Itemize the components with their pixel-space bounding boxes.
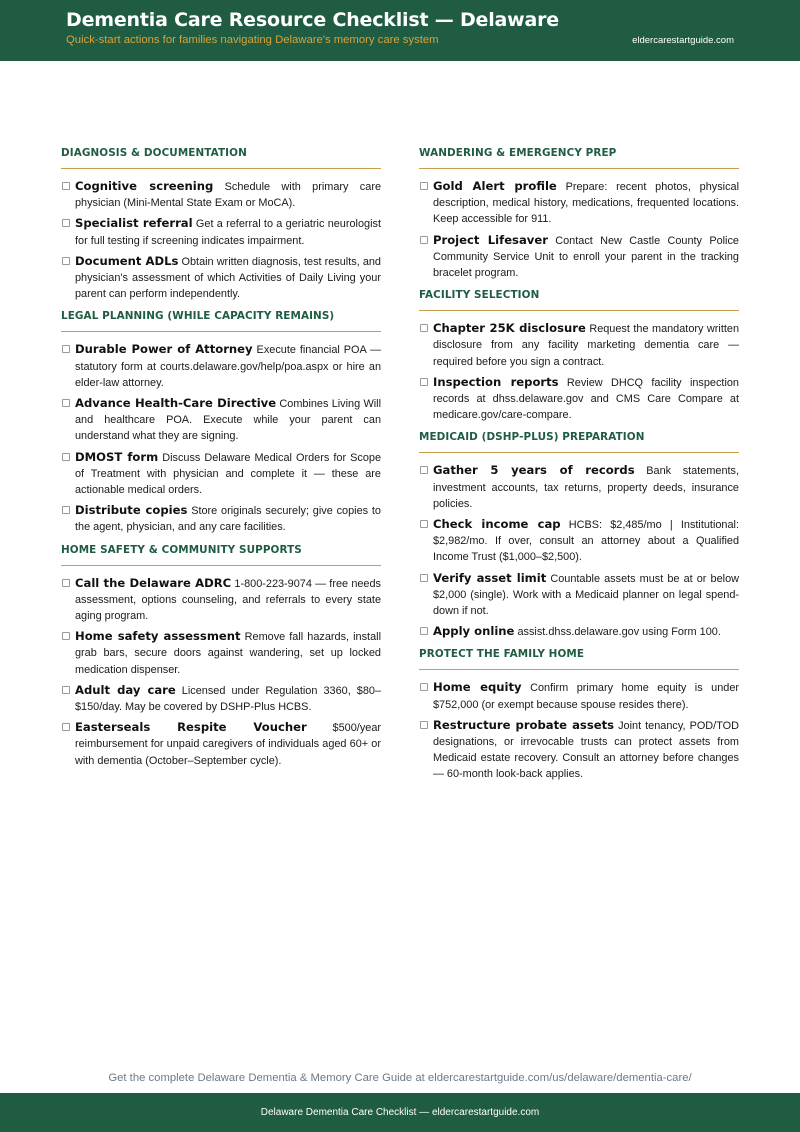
checklist-item-label: Verify asset limit bbox=[433, 570, 547, 585]
checklist-item-verify-asset-limit bbox=[419, 570, 739, 620]
checklist-item-apply-online bbox=[419, 623, 739, 640]
checklist-item-description: Prepare: recent photos, physical description, medical history, medications, frequented locations. Keep accessible for 911. bbox=[433, 181, 740, 226]
checklist-item-dmost-form bbox=[61, 449, 381, 499]
checkbox-icon[interactable] bbox=[420, 466, 428, 474]
checkbox-icon[interactable] bbox=[420, 520, 428, 528]
section-wandering-emergency-prep bbox=[419, 147, 739, 281]
checklist-item-durable-power-of-attorney bbox=[61, 341, 381, 391]
checklist-item-chapter-25k-disclosure bbox=[419, 320, 739, 370]
checkbox-icon[interactable] bbox=[420, 683, 428, 691]
checkbox-icon[interactable] bbox=[62, 686, 70, 694]
checkbox-icon[interactable] bbox=[62, 399, 70, 407]
checkbox-icon[interactable] bbox=[420, 236, 428, 244]
checklist-item-label: Restructure probate assets bbox=[433, 717, 615, 732]
checklist-item-call-the-delaware-adrc bbox=[61, 575, 381, 625]
section-diagnosis-documentation bbox=[61, 147, 381, 302]
checklist-item-easterseals-respite-voucher bbox=[61, 719, 381, 769]
section-title: PROTECT THE FAMILY HOME bbox=[419, 648, 739, 670]
checklist-item-description: Review DHCQ facility inspection records at dhss.delaware.gov and CMS Care Compare at medicare.gov/care-compare. bbox=[433, 376, 739, 422]
footer-note[interactable]: Get the complete Delaware Dementia & Memory Care Guide at eldercarestartguide.com/us/delaware/dementia-care/ bbox=[108, 1072, 692, 1084]
checklist-item-description: Store originals securely; give copies to the agent, physician, and any care facilities. bbox=[75, 505, 381, 534]
checklist-item-label: Specialist referral bbox=[75, 216, 193, 231]
checklist-item-distribute-copies bbox=[61, 502, 381, 535]
checklist-item-description: Execute financial POA — statutory form at courts.delaware.gov/help/poa.aspx or hire an elder-law attorney. bbox=[75, 344, 381, 389]
checklist-item-label: Check income cap bbox=[433, 517, 561, 532]
checklist-item-home-equity bbox=[419, 679, 739, 712]
left-column bbox=[61, 147, 381, 777]
checklist-item-description: Get a referral to a geriatric neurologist for full testing if screening indicates impairment. bbox=[75, 218, 381, 247]
checklist-item-project-lifesaver bbox=[419, 232, 739, 282]
checklist-item-restructure-probate-assets bbox=[419, 717, 739, 783]
checklist-item-cognitive-screening bbox=[61, 178, 381, 211]
checklist-item-label: Chapter 25K disclosure bbox=[433, 321, 586, 336]
footer-bar bbox=[0, 1093, 800, 1132]
checkbox-icon[interactable] bbox=[62, 345, 70, 353]
checklist-item-label: Distribute copies bbox=[75, 503, 188, 518]
page-title: Dementia Care Resource Checklist — Delaware bbox=[66, 9, 559, 31]
checklist-item-label: Document ADLs bbox=[75, 253, 179, 268]
checklist-item-description: Confirm primary home equity is under $752,000 (or exempt because spouse resides there). bbox=[433, 682, 739, 711]
checklist-item-description: Discuss Delaware Medical Orders for Scope of Treatment with physician and complete it — these are actionable medical orders. bbox=[75, 451, 381, 497]
header-site-link[interactable]: eldercarestartguide.com bbox=[632, 35, 734, 46]
checkbox-icon[interactable] bbox=[420, 574, 428, 582]
checklist-item-label: Adult day care bbox=[75, 682, 176, 697]
section-facility-selection bbox=[419, 289, 739, 423]
section-title: WANDERING & EMERGENCY PREP bbox=[419, 147, 739, 169]
checklist-item-label: DMOST form bbox=[75, 449, 159, 464]
section-title: MEDICAID (DSHP-PLUS) PREPARATION bbox=[419, 431, 739, 453]
section-title: FACILITY SELECTION bbox=[419, 289, 739, 311]
checklist-item-label: Gold Alert profile bbox=[433, 179, 557, 193]
checklist-item-label: Apply online bbox=[433, 624, 515, 639]
checkbox-icon[interactable] bbox=[420, 627, 428, 635]
checklist-item-description: Remove fall hazards, install grab bars, secure doors against wandering, set up locked medication dispenser. bbox=[75, 631, 381, 676]
checklist-item-description: assist.dhss.delaware.gov using Form 100. bbox=[514, 626, 721, 639]
section-title: HOME SAFETY & COMMUNITY SUPPORTS bbox=[61, 544, 381, 566]
checkbox-icon[interactable] bbox=[62, 506, 70, 514]
checklist-item-label: Call the Delaware ADRC bbox=[75, 575, 232, 590]
checklist-item-gather-5-years-of-records bbox=[419, 462, 739, 512]
checklist-item-description: Joint tenancy, POD/TOD designations, or irrevocable trusts can protect assets from Medicaid estate recovery. Consult an attorney before changes — 60-month look-back applies. bbox=[433, 719, 739, 781]
checklist-item-description: $500/year reimbursement for unpaid caregivers of individuals aged 60+ or with dementia (October–September cycle). bbox=[75, 722, 382, 767]
checklist-item-label: Cognitive screening bbox=[75, 179, 214, 193]
section-home-safety-community-supports bbox=[61, 544, 381, 769]
section-medicaid-dshp-plus-preparation bbox=[419, 431, 739, 640]
checklist-item-label: Inspection reports bbox=[433, 374, 559, 389]
checklist-item-gold-alert-profile bbox=[419, 178, 739, 228]
checklist-item-label: Gather 5 years of records bbox=[433, 463, 635, 478]
checklist-item-description: Schedule with primary care physician (Mini-Mental State Exam or MoCA). bbox=[75, 181, 381, 210]
checklist-item-label: Project Lifesaver bbox=[433, 232, 548, 247]
header-banner bbox=[0, 0, 800, 61]
checklist-item-label: Durable Power of Attorney bbox=[75, 342, 253, 357]
checklist-item-description: Countable assets must be at or below $2,000 (single). Work with a Medicaid planner on legal spend-down if not. bbox=[433, 572, 739, 618]
section-title: DIAGNOSIS & DOCUMENTATION bbox=[61, 147, 381, 169]
checklist-item-description: Request the mandatory written disclosure from any facility marketing dementia care — required before you sign a contract. bbox=[433, 323, 740, 368]
checklist-item-description: Bank statements, investment accounts, tax returns, property deeds, insurance policies. bbox=[433, 465, 740, 510]
checklist-item-document-adls bbox=[61, 253, 381, 303]
checkbox-icon[interactable] bbox=[420, 324, 428, 332]
checkbox-icon[interactable] bbox=[420, 721, 428, 729]
checklist-item-advance-health-care-directive bbox=[61, 395, 381, 445]
checkbox-icon[interactable] bbox=[62, 723, 70, 731]
checkbox-icon[interactable] bbox=[62, 257, 70, 265]
checklist-item-description: Obtain written diagnosis, test results, and physician's assessment of which Activities of Daily Living your parent can perform independently. bbox=[75, 255, 381, 301]
checklist-item-check-income-cap bbox=[419, 516, 739, 566]
checklist-item-adult-day-care bbox=[61, 682, 381, 715]
checkbox-icon[interactable] bbox=[62, 219, 70, 227]
right-column bbox=[419, 147, 739, 791]
checkbox-icon[interactable] bbox=[420, 182, 428, 190]
checkbox-icon[interactable] bbox=[62, 632, 70, 640]
checkbox-icon[interactable] bbox=[62, 453, 70, 461]
checklist-item-description: Combines Living Will and healthcare POA. Execute while your parent can understand what they are signing. bbox=[75, 398, 381, 443]
checklist-item-label: Home safety assessment bbox=[75, 629, 241, 644]
checklist-item-description: Contact New Castle County Police Community Service Unit to enroll your parent in the tracking bracelet program. bbox=[433, 234, 739, 280]
page-subtitle: Quick-start actions for families navigating Delaware's memory care system bbox=[66, 34, 439, 46]
checklist-item-description: Licensed under Regulation 3360, $80–$150/day. May be covered by DSHP-Plus HCBS. bbox=[75, 684, 381, 714]
section-protect-the-family-home bbox=[419, 648, 739, 782]
section-title: LEGAL PLANNING (WHILE CAPACITY REMAINS) bbox=[61, 310, 381, 332]
checklist-item-inspection-reports bbox=[419, 374, 739, 424]
checklist-item-home-safety-assessment bbox=[61, 628, 381, 678]
checklist-item-description: 1-800-223-9074 — free needs assessment, options counseling, and referrals to every state aging program. bbox=[75, 577, 381, 623]
footer-bar-text: Delaware Dementia Care Checklist — eldercarestartguide.com bbox=[260, 1107, 540, 1118]
checklist-item-specialist-referral bbox=[61, 215, 381, 248]
checklist-item-description: HCBS: $2,485/mo | Institutional: $2,982/mo. If over, consult an attorney about a Qualified Income Trust ($1,000–$2,500). bbox=[433, 519, 739, 564]
section-legal-planning-while-capacity-remains bbox=[61, 310, 381, 535]
checklist-item-label: Easterseals Respite Voucher bbox=[75, 720, 307, 735]
checkbox-icon[interactable] bbox=[62, 579, 70, 587]
checklist-item-label: Advance Health-Care Directive bbox=[75, 396, 277, 411]
checklist-item-label: Home equity bbox=[433, 680, 522, 695]
checkbox-icon[interactable] bbox=[62, 182, 70, 190]
checkbox-icon[interactable] bbox=[420, 378, 428, 386]
